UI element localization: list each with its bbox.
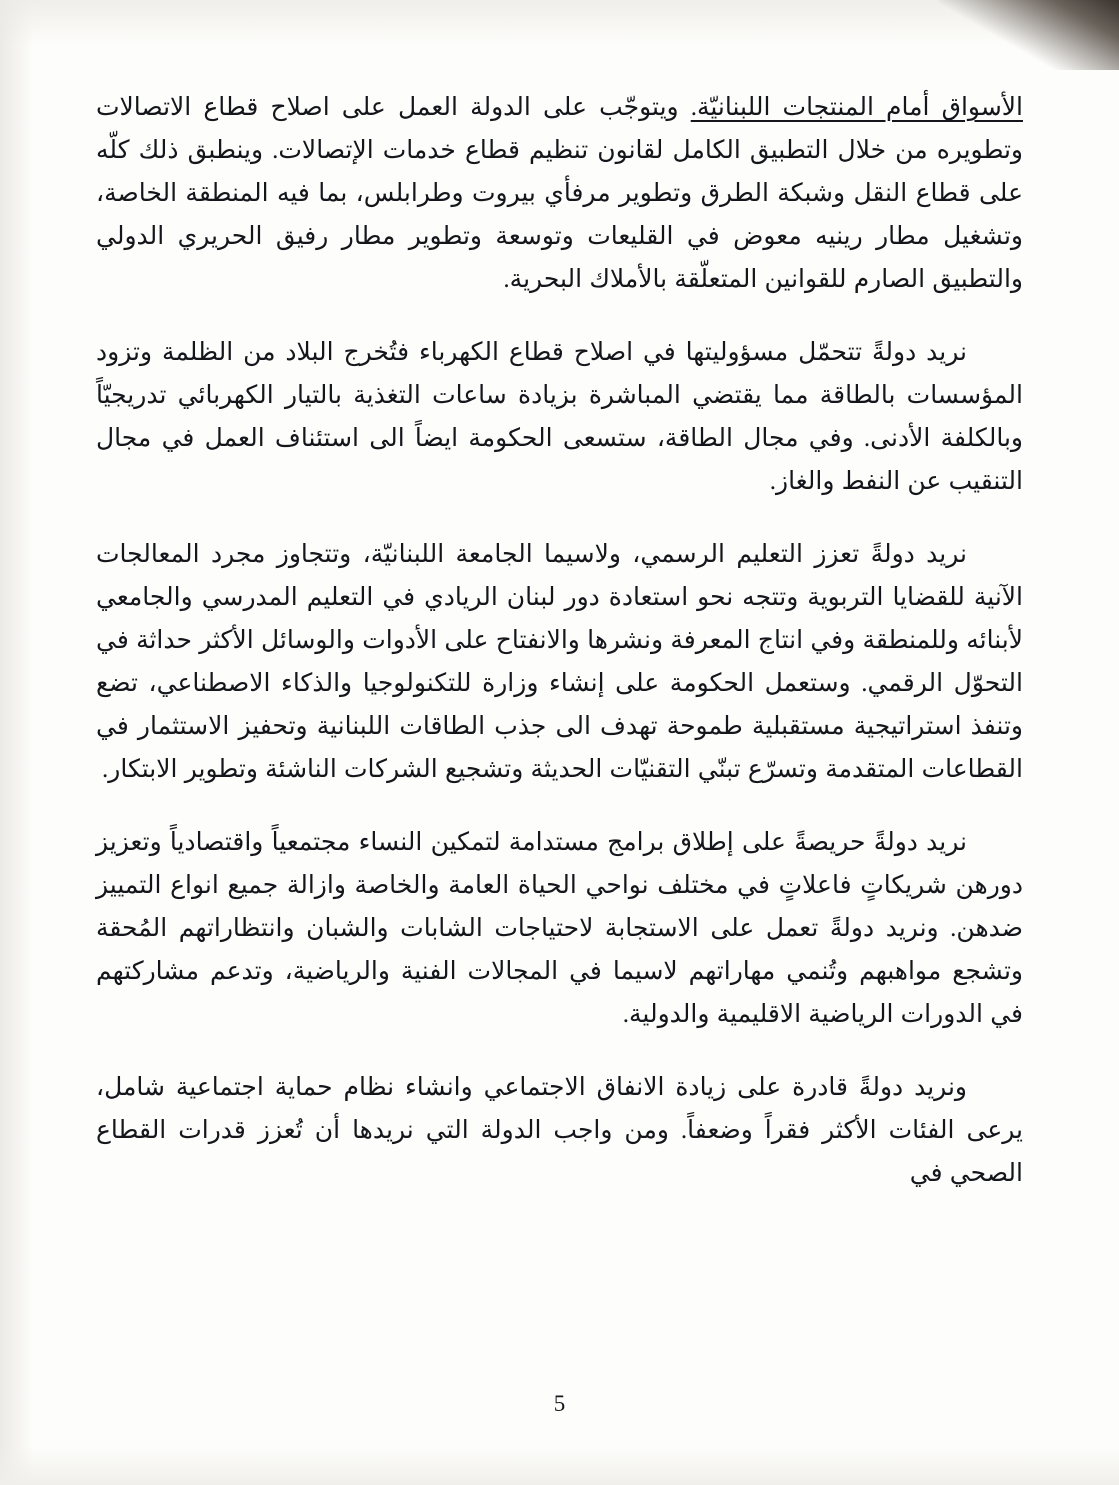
document-body bbox=[96, 86, 1023, 1225]
paragraph-4: نريد دولةً حريصةً على إطلاق برامج مستدامة لتمكين النساء مجتمعياً واقتصادياً وتعزيز دورهن شريكاتٍ فاعلاتٍ في مختلف نواحي الحياة العامة والخاصة وازالة جميع انواع التمييز ضدهن. ونريد دولةً تعمل على الاستجابة لاحتياجات الشابات والشبان وانتظاراتهم المُحقة وتشجع مواهبهم وتُنمي مهاراتهم لاسيما في المجالات الفنية والرياضية، وتدعم مشاركتهم في الدورات الرياضية الاقليمية والدولية. bbox=[96, 829, 1023, 1028]
page-number: 5 bbox=[553, 1391, 566, 1416]
paragraph-3: نريد دولةً تعزز التعليم الرسمي، ولاسيما الجامعة اللبنانيّة، وتتجاوز مجرد المعالجات الآنية للقضايا التربوية وتتجه نحو استعادة دور لبنان الريادي في التعليم المدرسي والجامعي لأبنائه وللمنطقة وفي انتاج المعرفة ونشرها والانفتاح على الأدوات والوسائل الأكثر حداثة في التحوّل الرقمي. وستعمل الحكومة على إنشاء وزارة للتكنولوجيا والذكاء الاصطناعي، تضع وتنفذ استراتيجية مستقبلية طموحة تهدف الى جذب الطاقات اللبنانية وتحفيز الاستثمار في القطاعات المتقدمة وتسرّع تبنّي التقنيّات الحديثة وتشجيع الشركات الناشئة وتطوير الابتكار. bbox=[96, 541, 1023, 783]
scan-shadow-corner bbox=[939, 0, 1119, 70]
scan-shadow-bottom bbox=[0, 1447, 1119, 1485]
paragraph-2: نريد دولةً تتحمّل مسؤوليتها في اصلاح قطاع الكهرباء فتُخرج البلاد من الظلمة وتزود المؤسسات بالطاقة مما يقتضي المباشرة بزيادة ساعات التغذية بالتيار الكهربائي تدريجيّاً وبالكلفة الأدنى. وفي مجال الطاقة، ستسعى الحكومة ايضاً الى استئناف العمل في مجال التنقيب عن النفط والغاز. bbox=[96, 339, 1023, 495]
scan-shadow-left bbox=[0, 0, 34, 1485]
paragraph-1-text: ويتوجّب على الدولة العمل على اصلاح قطاع الاتصالات وتطويره من خلال التطبيق الكامل لقانون تنظيم قطاع خدمات الإتصالات. وينطبق ذلك كلّه على قطاع النقل وشبكة الطرق وتطوير مرفأي بيروت وطرابلس، بما فيه المنطقة الخاصة، وتشغيل مطار رينيه معوض في القليعات وتوسعة وتطوير مطار رفيق الحريري الدولي والتطبيق الصارم للقوانين المتعلّقة بالأملاك البحرية. bbox=[96, 94, 1023, 293]
paragraph-1-underlined-lead: الأسواق أمام المنتجات اللبنانيّة. bbox=[690, 94, 1023, 121]
scan-shadow-top bbox=[0, 0, 1119, 46]
paragraph-1 bbox=[96, 86, 1023, 301]
paragraph-5: ونريد دولةً قادرة على زيادة الانفاق الاجتماعي وانشاء نظام حماية اجتماعية شامل، يرعى الفئات الأكثر فقراً وضعفاً. ومن واجب الدولة التي نريدها أن تُعزز قدرات القطاع الصحي في bbox=[96, 1074, 1023, 1187]
